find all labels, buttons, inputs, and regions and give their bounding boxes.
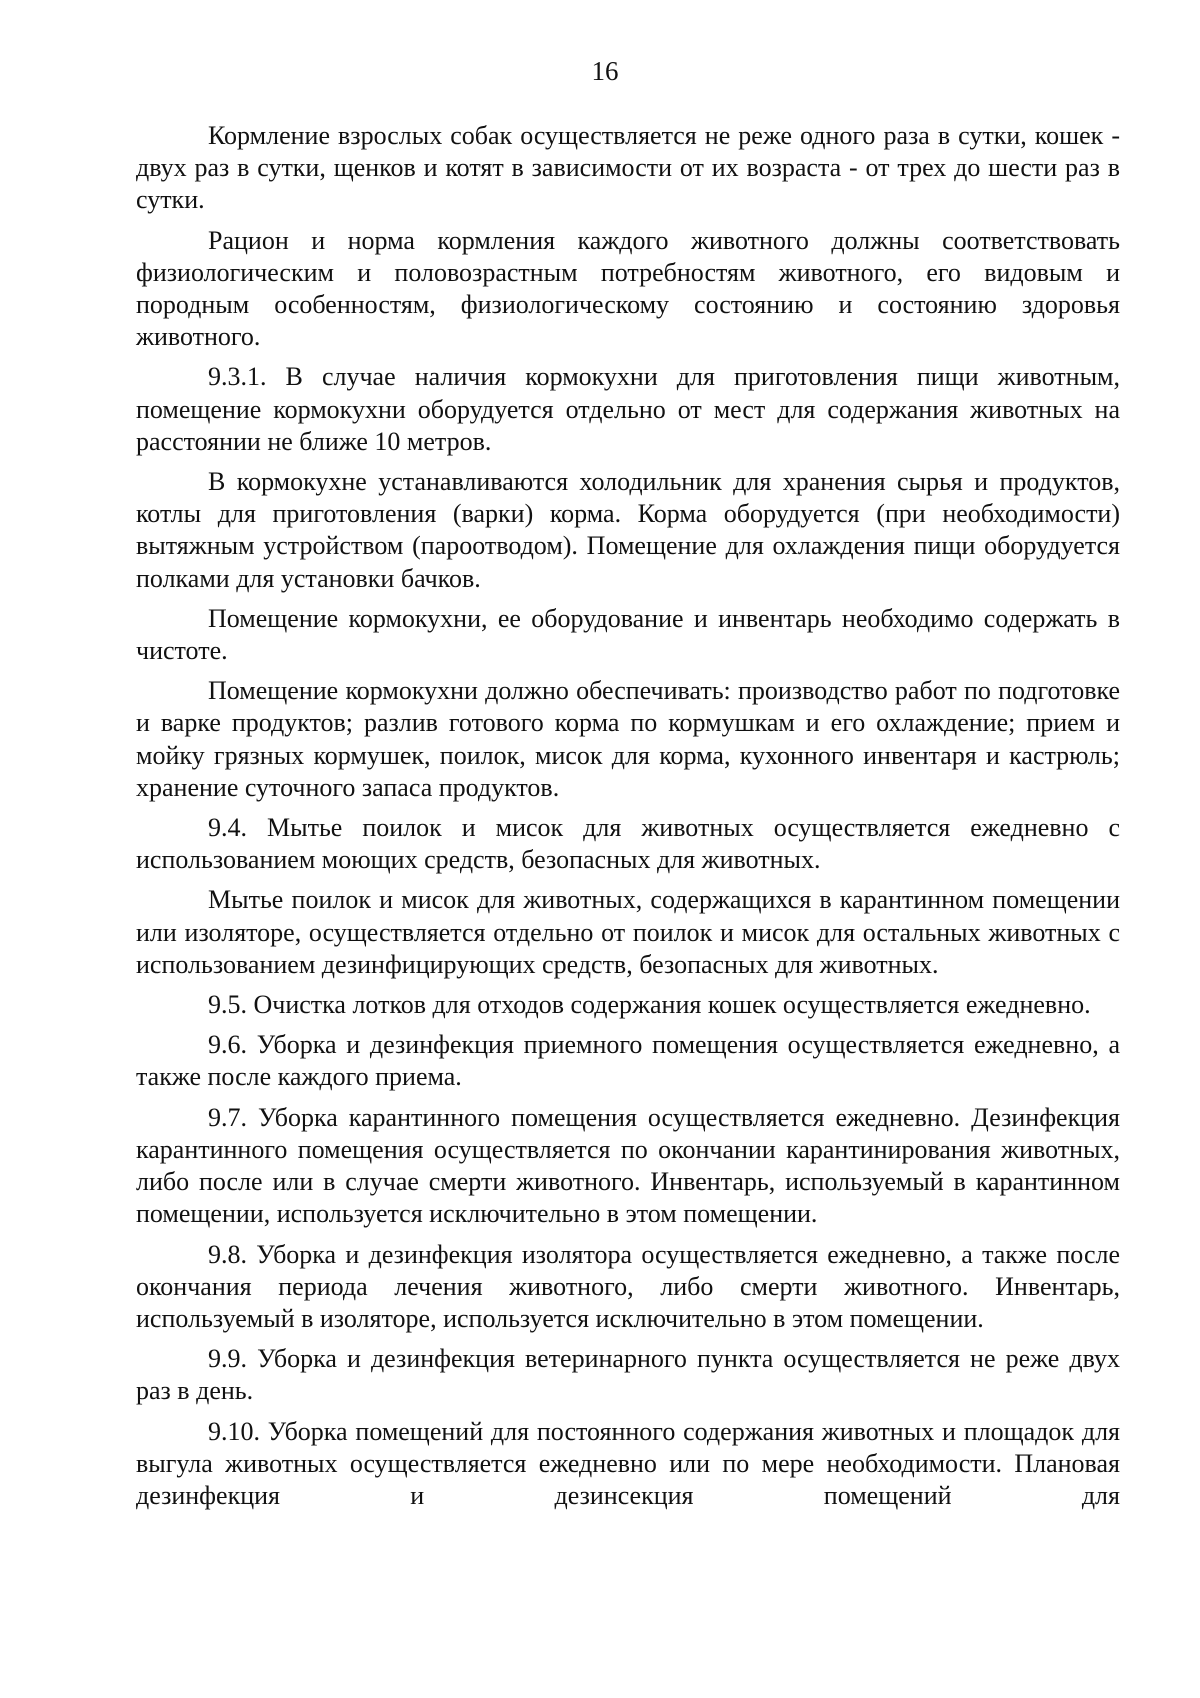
page-number: 16 (591, 56, 619, 86)
document-body (136, 120, 1120, 1520)
paragraph-9-7: 9.7. Уборка карантинного помещения осуществляется ежедневно. Дезинфекция карантинного помещения осуществляется по окончании карантинирования животных, либо после или в случае смерти животного. Инвентарь, используемый в карантинном помещении, используется исключительно в этом помещении. (136, 1102, 1120, 1229)
paragraph-9-10: 9.10. Уборка помещений для постоянного содержания животных и площадок для выгула животных осуществляется ежедневно или по мере необходимости. Плановая дезинфекция и дезинсекция помещений для (136, 1416, 1120, 1510)
paragraph-9-4: 9.4. Мытье поилок и мисок для животных осуществляется ежедневно с использованием моющих средств, безопасных для животных. (136, 813, 1120, 875)
paragraph-quarantine-bowls: Мытье поилок и мисок для животных, содержащихся в карантинном помещении или изоляторе, осуществляется отдельно от поилок и мисок для остальных животных с использованием дезинфицирующих средств, безопасных для животных. (136, 885, 1120, 979)
paragraph-kitchen-functions: Помещение кормокухни должно обеспечивать: производство работ по подготовке и варке продуктов; разлив готового корма по кормушкам и его охлаждение; прием и мойку грязных кормушек, поилок, мисок для корма, кухонного инвентаря и кастрюль; хранение суточного запаса продуктов. (136, 676, 1120, 802)
paragraph-kitchen-equipment: В кормокухне устанавливаются холодильник для хранения сырья и продуктов, котлы для приготовления (варки) корма. Корма оборудуется (при необходимости) вытяжным устройством (пароотводом). Помещение для охлаждения пищи оборудуется полками для установки бачков. (136, 467, 1120, 593)
paragraph-9-8: 9.8. Уборка и дезинфекция изолятора осуществляется ежедневно, а также после окончания периода лечения животного, либо смерти животного. Инвентарь, используемый в изоляторе, используется исключительно в этом помещении. (136, 1239, 1120, 1333)
paragraph-9-3-1: 9.3.1. В случае наличия кормокухни для приготовления пищи животным, помещение кормокухни оборудуется отдельно от мест для содержания животных на расстоянии не ближе 10 метров. (136, 362, 1120, 456)
paragraph-kitchen-cleanliness: Помещение кормокухни, ее оборудование и инвентарь необходимо содержать в чистоте. (136, 603, 1120, 666)
paragraph-feeding-frequency: Кормление взрослых собак осуществляется не реже одного раза в сутки, кошек - двух раз в сутки, щенков и котят в зависимости от их возраста - от трех до шести раз в сутки. (136, 121, 1120, 215)
paragraph-9-5: 9.5. Очистка лотков для отходов содержания кошек осуществляется ежедневно. (208, 990, 1091, 1020)
paragraph-diet-norms: Рацион и норма кормления каждого животного должны соответствовать физиологическим и половозрастным потребностям животного, его видовым и породным особенностям, физиологическому состоянию и состоянию здоровья животного. (136, 225, 1120, 352)
paragraph-9-9: 9.9. Уборка и дезинфекция ветеринарного пункта осуществляется не реже двух раз в день. (136, 1344, 1120, 1406)
paragraph-9-6: 9.6. Уборка и дезинфекция приемного помещения осуществляется ежедневно, а также после каждого приема. (136, 1030, 1120, 1092)
